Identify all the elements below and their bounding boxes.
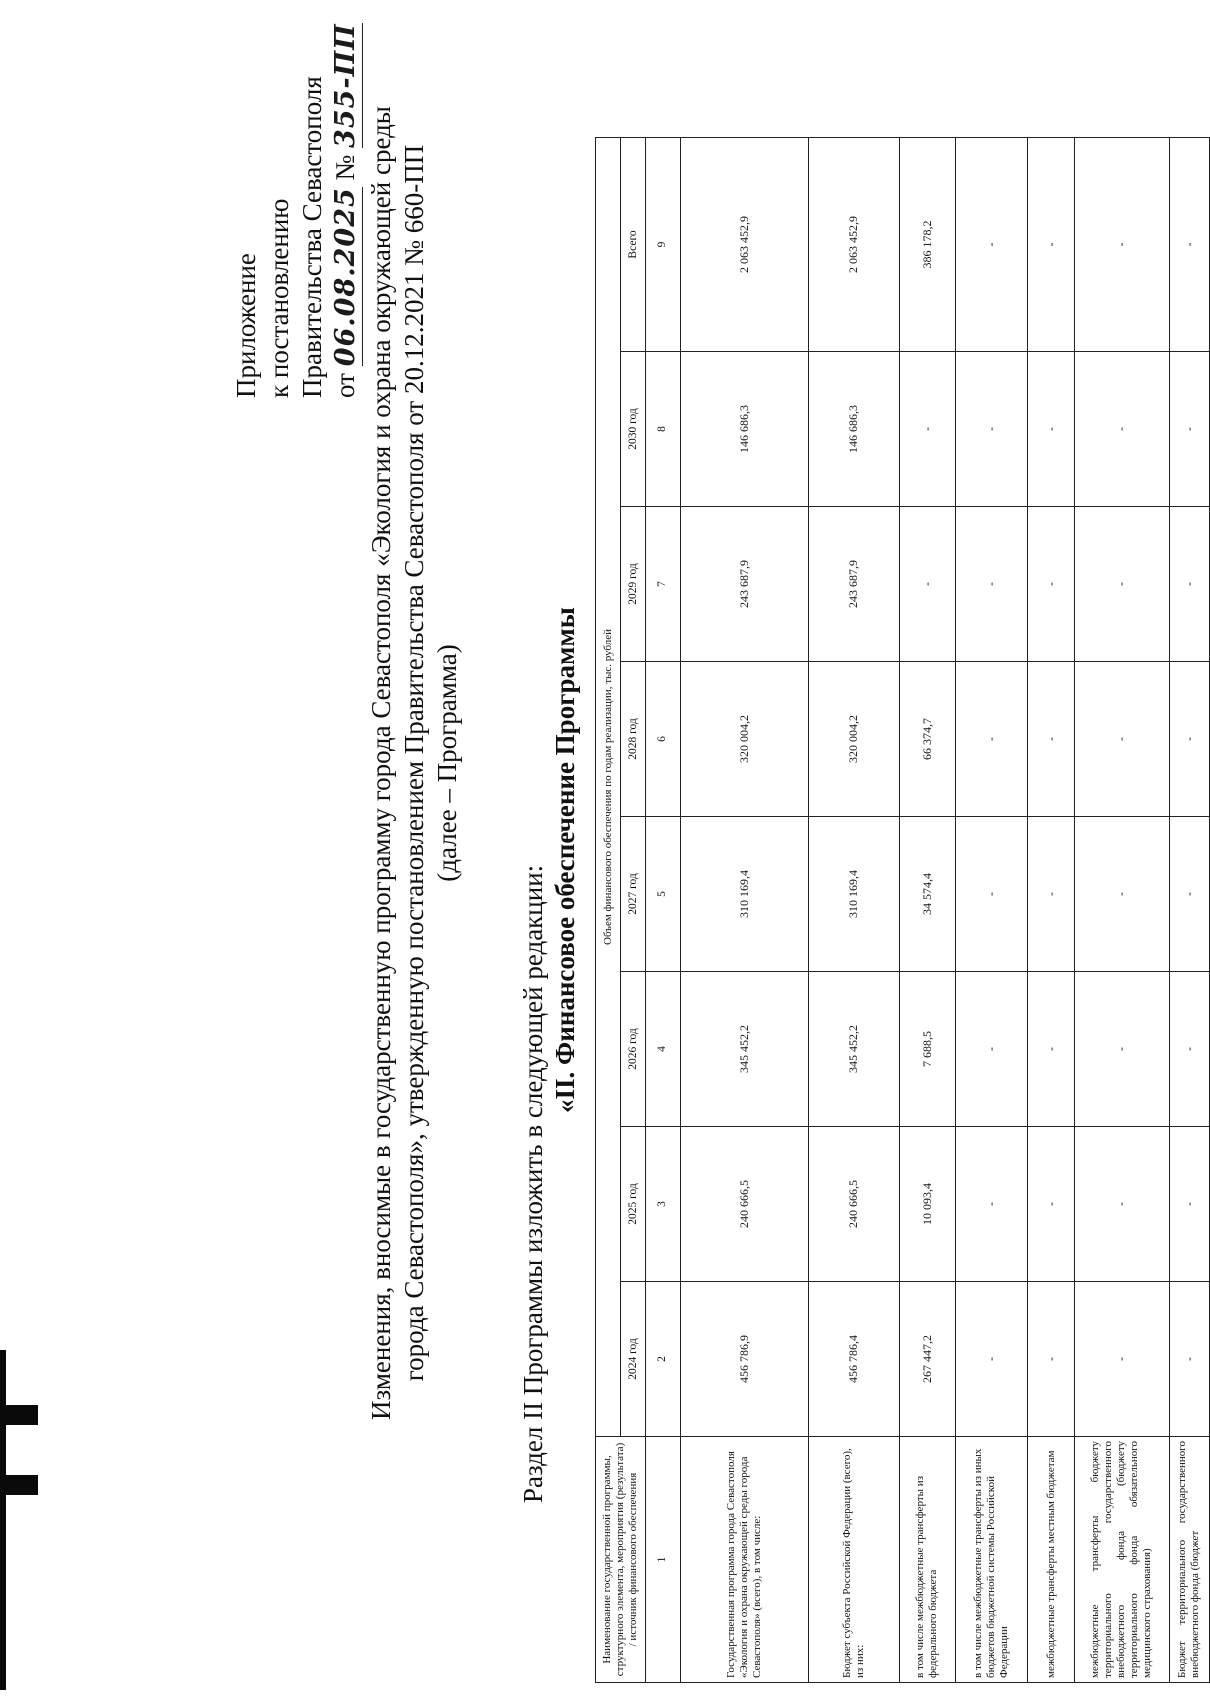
value-cell: 345 452,2 — [808, 972, 900, 1127]
value-cell: - — [1169, 662, 1209, 817]
table-row — [1027, 137, 1074, 1682]
value-cell: - — [1027, 972, 1074, 1127]
value-cell: - — [955, 817, 1027, 972]
value-cell: - — [900, 352, 956, 507]
value-cell: 7 688,5 — [900, 972, 956, 1127]
table-row — [900, 137, 956, 1682]
year-column-header: 2029 год — [621, 507, 646, 662]
value-cell: - — [1169, 1127, 1209, 1282]
appendix-line: Правительства Севастополя — [297, 76, 327, 398]
appendix-line: к постановлению — [264, 198, 294, 398]
value-cell: - — [955, 352, 1027, 507]
value-cell: 34 574,4 — [900, 817, 956, 972]
column-number-cell: 7 — [646, 507, 681, 662]
value-cell: 320 004,2 — [808, 662, 900, 817]
value-cell: - — [1075, 972, 1169, 1127]
value-cell: - — [1169, 1282, 1209, 1437]
year-column-header: 2028 год — [621, 662, 646, 817]
year-column-header: 2026 год — [621, 972, 646, 1127]
year-column-header: Всего — [621, 137, 646, 351]
column-number-cell: 8 — [646, 352, 681, 507]
value-cell: - — [1075, 1127, 1169, 1282]
year-column-header: 2030 год — [621, 352, 646, 507]
value-cell: 345 452,2 — [680, 972, 808, 1127]
section-intro: Раздел II Программы изложить в следующей редакции: — [518, 864, 548, 1503]
value-cell: 320 004,2 — [680, 662, 808, 817]
row-name-cell: Бюджет территориального государственного внебюджетного фонда (бюджет — [1169, 1437, 1209, 1683]
value-cell: - — [955, 662, 1027, 817]
funding-group-header: Объем финансового обеспечения по годам реализации, тыс. рублей — [596, 137, 621, 1436]
value-cell: 386 178,2 — [900, 137, 956, 351]
value-cell: - — [1027, 352, 1074, 507]
value-cell: 146 686,3 — [680, 352, 808, 507]
year-column-header: 2025 год — [621, 1127, 646, 1282]
title-line: (далее – Программа) — [432, 644, 462, 882]
year-column-header: 2027 год — [621, 817, 646, 972]
value-cell: - — [1169, 507, 1209, 662]
value-cell: - — [1027, 507, 1074, 662]
appendix-line: Приложение — [231, 253, 261, 398]
column-number-cell: 5 — [646, 817, 681, 972]
value-cell: 240 666,5 — [680, 1127, 808, 1282]
value-cell: 2 063 452,9 — [808, 137, 900, 351]
value-cell: - — [900, 507, 956, 662]
value-cell: - — [1027, 817, 1074, 972]
value-cell: - — [1169, 137, 1209, 351]
financing-table — [595, 137, 1210, 1683]
value-cell: - — [1075, 507, 1169, 662]
value-cell: - — [1027, 1127, 1074, 1282]
value-cell: - — [1169, 972, 1209, 1127]
value-cell: - — [1075, 817, 1169, 972]
value-cell: - — [1027, 137, 1074, 351]
value-cell: 66 374,7 — [900, 662, 956, 817]
column-number-cell: 3 — [646, 1127, 681, 1282]
column-number-cell: 9 — [646, 137, 681, 351]
appendix-date-line — [329, 23, 363, 398]
value-cell: 310 169,4 — [680, 817, 808, 972]
value-cell: 310 169,4 — [808, 817, 900, 972]
row-name-cell: Бюджет субъекта Российской Федерации (всего), из них: — [808, 1437, 900, 1683]
value-cell: 243 687,9 — [680, 507, 808, 662]
value-cell: 2 063 452,9 — [680, 137, 808, 351]
column-number-row — [646, 137, 681, 1682]
value-cell: - — [1075, 352, 1169, 507]
value-cell: 10 093,4 — [900, 1127, 956, 1282]
appendix-header — [230, 23, 363, 398]
value-cell: 267 447,2 — [900, 1282, 956, 1437]
value-cell: 243 687,9 — [808, 507, 900, 662]
value-cell: - — [1075, 137, 1169, 351]
year-column-header: 2024 год — [621, 1282, 646, 1437]
row-name-cell: в том числе межбюджетные трансферты из федерального бюджета — [900, 1437, 956, 1683]
handwritten-number: 355-ПП — [330, 23, 361, 148]
row-name-cell: Государственная программа города Севастополя «Экология и охрана окружающей среды города Севастополя» (всего), в том числе: — [680, 1437, 808, 1683]
value-cell: - — [955, 1282, 1027, 1437]
row-name-cell: межбюджетные трансферты бюджету территориального государственного внебюджетного фонда (бюджету территориального фонда обязательного медицинского страхования) — [1075, 1437, 1169, 1683]
name-column-header: Наименование государственной программы, структурного элемента, мероприятия (результата) / источник финансового обеспечения — [596, 1437, 646, 1683]
value-cell: - — [955, 972, 1027, 1127]
value-cell: - — [1075, 662, 1169, 817]
value-cell: - — [955, 1127, 1027, 1282]
value-cell: 146 686,3 — [808, 352, 900, 507]
value-cell: 240 666,5 — [808, 1127, 900, 1282]
table-row — [808, 137, 900, 1682]
table-row — [955, 137, 1027, 1682]
table-row — [1169, 137, 1209, 1682]
value-cell: - — [1169, 352, 1209, 507]
title-line: города Севастополя», утвержденную постановлением Правительства Севастополя от 20.12.2021 № 660-ПП — [399, 144, 429, 1382]
value-cell: - — [955, 507, 1027, 662]
value-cell: 456 786,4 — [808, 1282, 900, 1437]
column-number-cell: 2 — [646, 1282, 681, 1437]
date-prefix: от — [330, 373, 360, 398]
table-row — [680, 137, 808, 1682]
value-cell: - — [1027, 662, 1074, 817]
value-cell: - — [955, 137, 1027, 351]
value-cell: - — [1169, 817, 1209, 972]
table-row — [1075, 137, 1169, 1682]
row-name-cell: в том числе межбюджетные трансферты из иных бюджетов бюджетной системы Российской Федерации — [955, 1437, 1027, 1683]
handwritten-date: 06.08.2025 — [330, 187, 361, 367]
number-prefix: № — [330, 154, 360, 181]
section-heading: «II. Финансовое обеспечение Программы — [550, 607, 580, 1113]
table-body — [646, 137, 1210, 1682]
value-cell: - — [1075, 1282, 1169, 1437]
value-cell: - — [1027, 1282, 1074, 1437]
column-number-cell: 4 — [646, 972, 681, 1127]
column-number-cell: 6 — [646, 662, 681, 817]
value-cell: 456 786,9 — [680, 1282, 808, 1437]
title-line: Изменения, вносимые в государственную программу города Севастополя «Экология и охрана окружающей среды — [366, 106, 396, 1420]
row-name-cell: межбюджетные трансферты местным бюджетам — [1027, 1437, 1074, 1683]
column-number-cell: 1 — [646, 1437, 681, 1683]
document-title — [365, 63, 464, 1463]
